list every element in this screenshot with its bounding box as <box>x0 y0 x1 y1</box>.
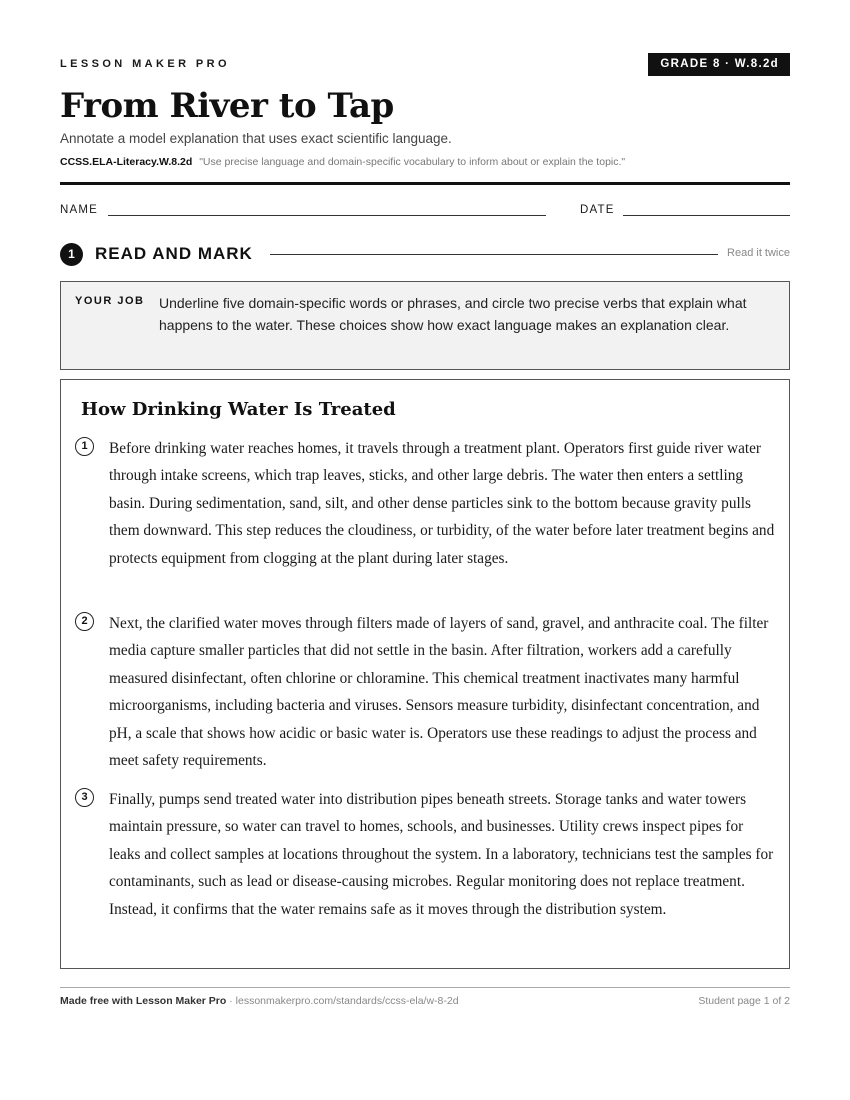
section-note: Read it twice <box>727 247 790 259</box>
paragraph-number-badge: 1 <box>75 437 94 456</box>
section-header <box>60 243 790 267</box>
footer-credit <box>60 995 459 1007</box>
paragraph-number-badge: 3 <box>75 788 94 807</box>
date-field[interactable] <box>623 215 790 216</box>
instructions-text: Underline five domain-specific words or phrases, and circle two precise verbs that explain what happens to the water. These choices show how exact language makes an explanation clear. <box>159 295 747 333</box>
section-title: READ AND MARK <box>95 244 253 263</box>
page-subtitle: Annotate a model explanation that uses exact scientific language. <box>60 131 452 146</box>
passage-title: How Drinking Water Is Treated <box>81 399 396 420</box>
page-number: Student page 1 of 2 <box>698 995 790 1007</box>
footer-made-with: Made free with Lesson Maker Pro <box>60 995 227 1007</box>
reading-passage <box>60 379 790 969</box>
instructions-label: YOUR JOB <box>75 295 145 307</box>
date-label: DATE <box>580 204 615 216</box>
paragraph-number-badge: 2 <box>75 612 94 631</box>
name-label: NAME <box>60 204 99 216</box>
footer-url[interactable]: · lessonmakerpro.com/standards/ccss-ela/w-8-2d <box>226 995 459 1007</box>
standard-line <box>60 156 790 168</box>
grade-badge: GRADE 8 · W.8.2d <box>648 53 790 76</box>
header-divider <box>60 182 790 185</box>
brand-name: LESSON MAKER PRO <box>60 58 230 70</box>
instructions-box <box>60 281 790 370</box>
page-title: From River to Tap <box>60 86 394 126</box>
section-divider <box>270 254 718 255</box>
section-number-badge: 1 <box>60 243 83 266</box>
standard-code: CCSS.ELA-Literacy.W.8.2d <box>60 156 193 168</box>
standard-quote: "Use precise language and domain-specific vocabulary to inform about or explain the topic." <box>199 156 626 168</box>
name-field[interactable] <box>108 215 546 216</box>
paragraph-text: Finally, pumps send treated water into distribution pipes beneath streets. Storage tanks and water towers maintain pressure, so water can travel to homes, schools, and businesses. Utility crews inspect pipes for leaks and collect samples at locations throughout the system. In a laboratory, technicians test the samples for contaminants, such as lead or disease-causing microbes. Regular monitoring does not replace treatment. Instead, it confirms that the water remains safe as it moves through the distribution system. <box>109 791 774 918</box>
paragraph-text: Before drinking water reaches homes, it travels through a treatment plant. Operators first guide river water through intake screens, which trap leaves, sticks, and other large debris. The water then enters a settling basin. During sedimentation, sand, silt, and other dense particles sink to the bottom because gravity pulls them downward. This step reduces the cloudiness, or turbidity, of the water before later treatment begins and protects equipment from clogging at the plant during later stages. <box>109 440 775 567</box>
paragraph-text: Next, the clarified water moves through filters made of layers of sand, gravel, and anthracite coal. The filter media capture smaller particles that did not settle in the basin. After filtration, workers add a carefully measured disinfectant, often chlorine or chloramine. This chemical treatment inactivates many harmful microorganisms, including bacteria and viruses. Sensors measure turbidity, disinfectant concentration, and pH, a scale that shows how acidic or basic water is. Operators use these readings to adjust the process and meet safety requirements. <box>109 615 769 770</box>
footer-divider <box>60 987 790 988</box>
